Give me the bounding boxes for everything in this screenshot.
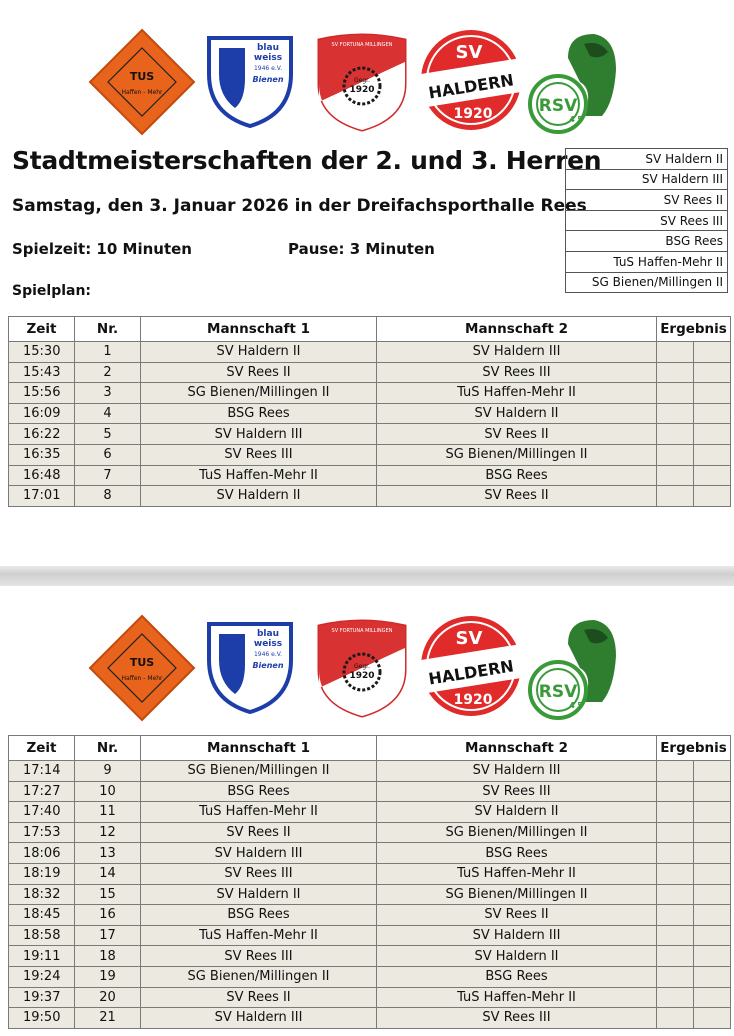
- team-entry: BSG Rees: [566, 231, 728, 252]
- team-2: SV Rees III: [377, 781, 657, 802]
- team-entry: SG Bienen/Millingen II: [566, 272, 728, 293]
- millingen-logo-text: SV FORTUNA MILLINGEN: [331, 628, 393, 634]
- match-row: [9, 781, 731, 802]
- match-number: 21: [75, 1008, 141, 1029]
- match-number: 6: [75, 444, 141, 465]
- match-time: 15:30: [9, 342, 75, 363]
- tus-logo-subtext: Haffen - Mehr: [121, 89, 163, 96]
- result-home: [657, 1008, 694, 1029]
- millingen-logo-year: 1920: [349, 85, 375, 95]
- result-home: [657, 966, 694, 987]
- team-2: SV Haldern III: [377, 925, 657, 946]
- team-1: SV Rees II: [141, 362, 377, 383]
- rsv-rees-logo: [524, 30, 618, 134]
- header-ergebnis: Ergebnis: [657, 736, 731, 761]
- team-1: TuS Haffen-Mehr II: [141, 465, 377, 486]
- match-time: 18:19: [9, 863, 75, 884]
- team-entry: SV Haldern III: [566, 169, 728, 190]
- team-2: SV Rees III: [377, 1008, 657, 1029]
- match-row: [9, 761, 731, 782]
- team-2: SV Haldern II: [377, 802, 657, 823]
- result-away: [694, 486, 731, 507]
- match-time: 19:50: [9, 1008, 75, 1029]
- game-duration: Spielzeit: 10 Minuten: [12, 240, 192, 258]
- schedule-table-2: [8, 735, 731, 1029]
- match-row: [9, 383, 731, 404]
- team-1: BSG Rees: [141, 781, 377, 802]
- result-away: [694, 403, 731, 424]
- team-1: TuS Haffen-Mehr II: [141, 802, 377, 823]
- team-1: SV Haldern III: [141, 843, 377, 864]
- match-time: 19:24: [9, 966, 75, 987]
- schedule-page-2: [0, 586, 734, 1036]
- team-2: SG Bienen/Millingen II: [377, 822, 657, 843]
- team-2: BSG Rees: [377, 843, 657, 864]
- millingen-logo-year: 1920: [349, 671, 375, 681]
- team-1: BSG Rees: [141, 905, 377, 926]
- page-separator: [0, 566, 734, 586]
- match-time: 17:40: [9, 802, 75, 823]
- result-home: [657, 342, 694, 363]
- result-home: [657, 843, 694, 864]
- team-2: SV Haldern III: [377, 761, 657, 782]
- result-away: [694, 383, 731, 404]
- match-row: [9, 863, 731, 884]
- rees-logo-num-2: 5: [577, 701, 583, 710]
- match-row: [9, 342, 731, 363]
- match-time: 15:43: [9, 362, 75, 383]
- result-home: [657, 987, 694, 1008]
- result-away: [694, 966, 731, 987]
- result-away: [694, 781, 731, 802]
- millingen-logo-text: SV FORTUNA MILLINGEN: [331, 42, 393, 48]
- match-number: 2: [75, 362, 141, 383]
- match-number: 10: [75, 781, 141, 802]
- team-1: SV Haldern II: [141, 342, 377, 363]
- result-away: [694, 987, 731, 1008]
- team-1: SV Haldern III: [141, 1008, 377, 1029]
- match-number: 11: [75, 802, 141, 823]
- header-mannschaft-1: Mannschaft 1: [141, 736, 377, 761]
- match-time: 15:56: [9, 383, 75, 404]
- result-home: [657, 946, 694, 967]
- match-row: [9, 802, 731, 823]
- match-row: [9, 987, 731, 1008]
- header-zeit: Zeit: [9, 736, 75, 761]
- bienen-logo-text-2: weiss: [253, 639, 283, 649]
- team-entry: SV Rees III: [566, 210, 728, 231]
- match-time: 16:09: [9, 403, 75, 424]
- match-row: [9, 403, 731, 424]
- team-1: SV Haldern II: [141, 486, 377, 507]
- team-2: BSG Rees: [377, 465, 657, 486]
- match-time: 19:37: [9, 987, 75, 1008]
- match-number: 14: [75, 863, 141, 884]
- team-1: SG Bienen/Millingen II: [141, 383, 377, 404]
- club-logos-row-2: [0, 586, 734, 710]
- result-home: [657, 925, 694, 946]
- match-number: 8: [75, 486, 141, 507]
- team-1: SV Rees III: [141, 444, 377, 465]
- match-time: 18:32: [9, 884, 75, 905]
- team-2: TuS Haffen-Mehr II: [377, 987, 657, 1008]
- rees-logo-num-1: 4: [569, 701, 575, 710]
- result-home: [657, 465, 694, 486]
- rees-logo-num-2: 5: [577, 115, 583, 124]
- result-away: [694, 465, 731, 486]
- match-time: 17:01: [9, 486, 75, 507]
- haldern-logo-name: HALDERN: [427, 70, 515, 103]
- bienen-logo-text-1: blau: [256, 629, 280, 639]
- team-1: SV Rees II: [141, 822, 377, 843]
- team-2: SV Rees II: [377, 424, 657, 445]
- match-row: [9, 444, 731, 465]
- team-entry: SV Rees II: [566, 190, 728, 211]
- team-2: SV Haldern II: [377, 946, 657, 967]
- match-time: 17:53: [9, 822, 75, 843]
- event-subtitle: Samstag, den 3. Januar 2026 in der Dreifachsporthalle Rees: [12, 196, 587, 216]
- team-1: SV Haldern II: [141, 884, 377, 905]
- bienen-logo-text-1: blau: [256, 43, 280, 53]
- result-away: [694, 802, 731, 823]
- blau-weiss-bienen-logo: [205, 620, 295, 714]
- tus-logo-text: TUS: [129, 656, 155, 669]
- bienen-logo-text-3: 1946 e.V.: [253, 65, 283, 72]
- team-1: SG Bienen/Millingen II: [141, 761, 377, 782]
- result-home: [657, 424, 694, 445]
- result-away: [694, 863, 731, 884]
- match-row: [9, 1008, 731, 1029]
- match-time: 18:06: [9, 843, 75, 864]
- result-home: [657, 905, 694, 926]
- match-row: [9, 946, 731, 967]
- result-away: [694, 444, 731, 465]
- match-number: 1: [75, 342, 141, 363]
- match-row: [9, 486, 731, 507]
- rees-logo-num-1: 4: [569, 115, 575, 124]
- millingen-logo-gegr: Gegr.: [354, 77, 370, 84]
- team-1: SV Rees III: [141, 946, 377, 967]
- match-number: 15: [75, 884, 141, 905]
- header-mannschaft-2: Mannschaft 2: [377, 736, 657, 761]
- match-number: 18: [75, 946, 141, 967]
- result-away: [694, 884, 731, 905]
- haldern-logo-year: 1920: [453, 106, 493, 122]
- match-row: [9, 424, 731, 445]
- haldern-logo-sv: SV: [455, 628, 483, 649]
- team-1: TuS Haffen-Mehr II: [141, 925, 377, 946]
- match-time: 18:45: [9, 905, 75, 926]
- match-number: 13: [75, 843, 141, 864]
- result-home: [657, 884, 694, 905]
- match-time: 17:14: [9, 761, 75, 782]
- match-row: [9, 843, 731, 864]
- match-time: 18:58: [9, 925, 75, 946]
- result-home: [657, 802, 694, 823]
- result-home: [657, 362, 694, 383]
- tus-logo-subtext: Haffen - Mehr: [121, 675, 163, 682]
- match-number: 5: [75, 424, 141, 445]
- result-home: [657, 383, 694, 404]
- team-entry: SV Haldern II: [566, 149, 728, 170]
- result-away: [694, 822, 731, 843]
- sv-haldern-logo: [419, 28, 523, 132]
- haldern-logo-sv: SV: [455, 42, 483, 63]
- schedule-table-1: [8, 316, 731, 507]
- team-2: SG Bienen/Millingen II: [377, 884, 657, 905]
- bienen-logo-text-4: Bienen: [252, 75, 284, 84]
- result-away: [694, 424, 731, 445]
- header-nr: Nr.: [75, 736, 141, 761]
- page-title: Stadtmeisterschaften der 2. und 3. Herren: [12, 146, 602, 175]
- team-2: SV Haldern II: [377, 403, 657, 424]
- match-time: 16:35: [9, 444, 75, 465]
- schedule-label: Spielplan:: [12, 283, 92, 299]
- result-home: [657, 486, 694, 507]
- match-row: [9, 905, 731, 926]
- result-away: [694, 362, 731, 383]
- team-2: TuS Haffen-Mehr II: [377, 383, 657, 404]
- match-number: 7: [75, 465, 141, 486]
- team-2: SV Rees II: [377, 905, 657, 926]
- bienen-logo-text-4: Bienen: [252, 661, 284, 670]
- blau-weiss-bienen-logo: [205, 34, 295, 128]
- bienen-logo-text-2: weiss: [253, 53, 283, 63]
- result-away: [694, 905, 731, 926]
- match-row: [9, 362, 731, 383]
- match-number: 12: [75, 822, 141, 843]
- match-row: [9, 925, 731, 946]
- sv-haldern-logo: [419, 614, 523, 718]
- match-number: 20: [75, 987, 141, 1008]
- team-2: SV Haldern III: [377, 342, 657, 363]
- match-number: 9: [75, 761, 141, 782]
- team-2: BSG Rees: [377, 966, 657, 987]
- result-home: [657, 781, 694, 802]
- header-mannschaft-1: Mannschaft 1: [141, 317, 377, 342]
- match-time: 16:48: [9, 465, 75, 486]
- header-mannschaft-2: Mannschaft 2: [377, 317, 657, 342]
- match-number: 16: [75, 905, 141, 926]
- match-time: 17:27: [9, 781, 75, 802]
- match-row: [9, 465, 731, 486]
- millingen-logo-gegr: Gegr.: [354, 663, 370, 670]
- team-entry: TuS Haffen-Mehr II: [566, 251, 728, 272]
- result-away: [694, 925, 731, 946]
- result-away: [694, 1008, 731, 1029]
- tus-haffen-mehr-logo: [88, 28, 196, 136]
- header-nr: Nr.: [75, 317, 141, 342]
- team-1: SV Rees II: [141, 987, 377, 1008]
- club-logos-row-1: [0, 0, 734, 124]
- haldern-logo-name: HALDERN: [427, 656, 515, 689]
- match-number: 17: [75, 925, 141, 946]
- team-2: SV Rees II: [377, 486, 657, 507]
- match-row: [9, 966, 731, 987]
- team-1: SV Rees III: [141, 863, 377, 884]
- team-1: SG Bienen/Millingen II: [141, 966, 377, 987]
- haldern-logo-year: 1920: [453, 692, 493, 708]
- tus-haffen-mehr-logo: [88, 614, 196, 722]
- team-1: SV Haldern III: [141, 424, 377, 445]
- match-number: 3: [75, 383, 141, 404]
- result-home: [657, 863, 694, 884]
- result-home: [657, 761, 694, 782]
- match-number: 19: [75, 966, 141, 987]
- fortuna-millingen-logo: [313, 32, 411, 134]
- match-row: [9, 822, 731, 843]
- result-home: [657, 403, 694, 424]
- teams-list: [565, 148, 728, 293]
- rees-logo-letters: RSV: [538, 96, 578, 116]
- result-home: [657, 444, 694, 465]
- rees-logo-letters: RSV: [538, 682, 578, 702]
- rsv-rees-logo: [524, 616, 618, 720]
- team-2: SG Bienen/Millingen II: [377, 444, 657, 465]
- result-away: [694, 342, 731, 363]
- team-1: BSG Rees: [141, 403, 377, 424]
- tus-logo-text: TUS: [129, 70, 155, 83]
- fortuna-millingen-logo: [313, 618, 411, 720]
- header-zeit: Zeit: [9, 317, 75, 342]
- pause-duration: Pause: 3 Minuten: [288, 240, 435, 258]
- match-time: 16:22: [9, 424, 75, 445]
- result-away: [694, 946, 731, 967]
- result-home: [657, 822, 694, 843]
- match-time: 19:11: [9, 946, 75, 967]
- bienen-logo-text-3: 1946 e.V.: [253, 651, 283, 658]
- match-row: [9, 884, 731, 905]
- team-2: SV Rees III: [377, 362, 657, 383]
- result-away: [694, 843, 731, 864]
- result-away: [694, 761, 731, 782]
- header-ergebnis: Ergebnis: [657, 317, 731, 342]
- team-2: TuS Haffen-Mehr II: [377, 863, 657, 884]
- match-number: 4: [75, 403, 141, 424]
